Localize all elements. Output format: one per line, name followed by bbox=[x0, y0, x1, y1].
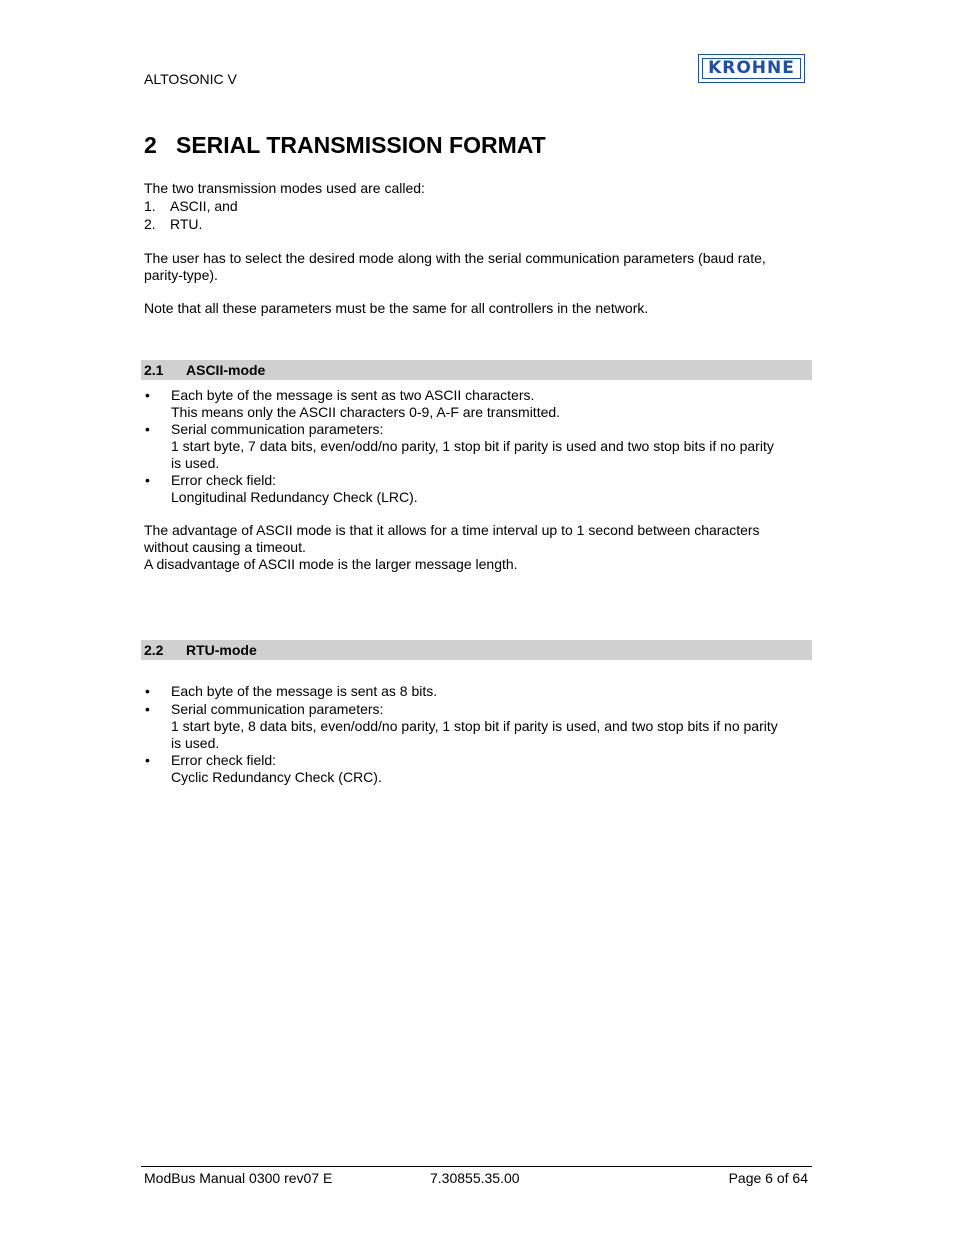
intro-lead: The two transmission modes used are called: bbox=[144, 180, 425, 196]
list-item: • Each byte of the message is sent as two ASCII characters. This means only the ASCII characters 0-9, A-F are transmitted. bbox=[145, 387, 561, 420]
footer-divider bbox=[141, 1166, 812, 1167]
intro-paragraph-2: Note that all these parameters must be the same for all controllers in the network. bbox=[144, 300, 649, 316]
list-item: • Each byte of the message is sent as 8 bits. bbox=[145, 683, 438, 699]
bullet-icon: • bbox=[145, 421, 150, 437]
header-product-name: ALTOSONIC V bbox=[144, 71, 237, 87]
footer-page-number: Page 6 of 64 bbox=[728, 1170, 808, 1186]
chapter-title: SERIAL TRANSMISSION FORMAT bbox=[176, 132, 546, 158]
section-title: RTU-mode bbox=[186, 642, 257, 658]
section-heading-ascii bbox=[141, 360, 812, 380]
krohne-logo bbox=[698, 54, 805, 83]
section-title: ASCII-mode bbox=[186, 362, 266, 378]
list-item: • Error check field: Cyclic Redundancy Check (CRC). bbox=[145, 752, 382, 785]
bullet-icon: • bbox=[145, 752, 150, 768]
ascii-advantage-paragraph: The advantage of ASCII mode is that it allows for a time interval up to 1 second between characters without causing a timeout. A disadvantage of ASCII mode is the larger message length. bbox=[144, 522, 760, 572]
bullet-icon: • bbox=[145, 701, 150, 717]
footer-manual-name: ModBus Manual 0300 rev07 E bbox=[144, 1170, 333, 1186]
intro-paragraph-1: The user has to select the desired mode along with the serial communication parameters (baud rate, parity-type). bbox=[144, 250, 766, 283]
modes-list bbox=[144, 198, 238, 234]
section-number: 2.2 bbox=[144, 642, 164, 658]
chapter-number: 2 bbox=[144, 132, 157, 158]
chapter-heading bbox=[144, 131, 546, 159]
section-number: 2.1 bbox=[144, 362, 164, 378]
rtu-bullet-list bbox=[144, 683, 812, 786]
list-item: 2. RTU. bbox=[144, 216, 203, 232]
footer-document-number: 7.30855.35.00 bbox=[430, 1170, 520, 1186]
ascii-bullet-list bbox=[144, 387, 812, 506]
list-item: • Serial communication parameters: 1 start byte, 8 data bits, even/odd/no parity, 1 stop bit if parity is used, and two stop bits if no parity is used. bbox=[145, 701, 778, 751]
bullet-icon: • bbox=[145, 472, 150, 488]
list-item: • Serial communication parameters: 1 start byte, 7 data bits, even/odd/no parity, 1 stop bit if parity is used and two stop bits if no parity is used. bbox=[145, 421, 774, 471]
list-item: 1. ASCII, and bbox=[144, 198, 238, 214]
bullet-icon: • bbox=[145, 387, 150, 403]
section-heading-rtu bbox=[141, 640, 812, 660]
bullet-icon: • bbox=[145, 683, 150, 699]
list-item: • Error check field: Longitudinal Redundancy Check (LRC). bbox=[145, 472, 418, 505]
logo-text: KROHNE bbox=[702, 58, 801, 79]
